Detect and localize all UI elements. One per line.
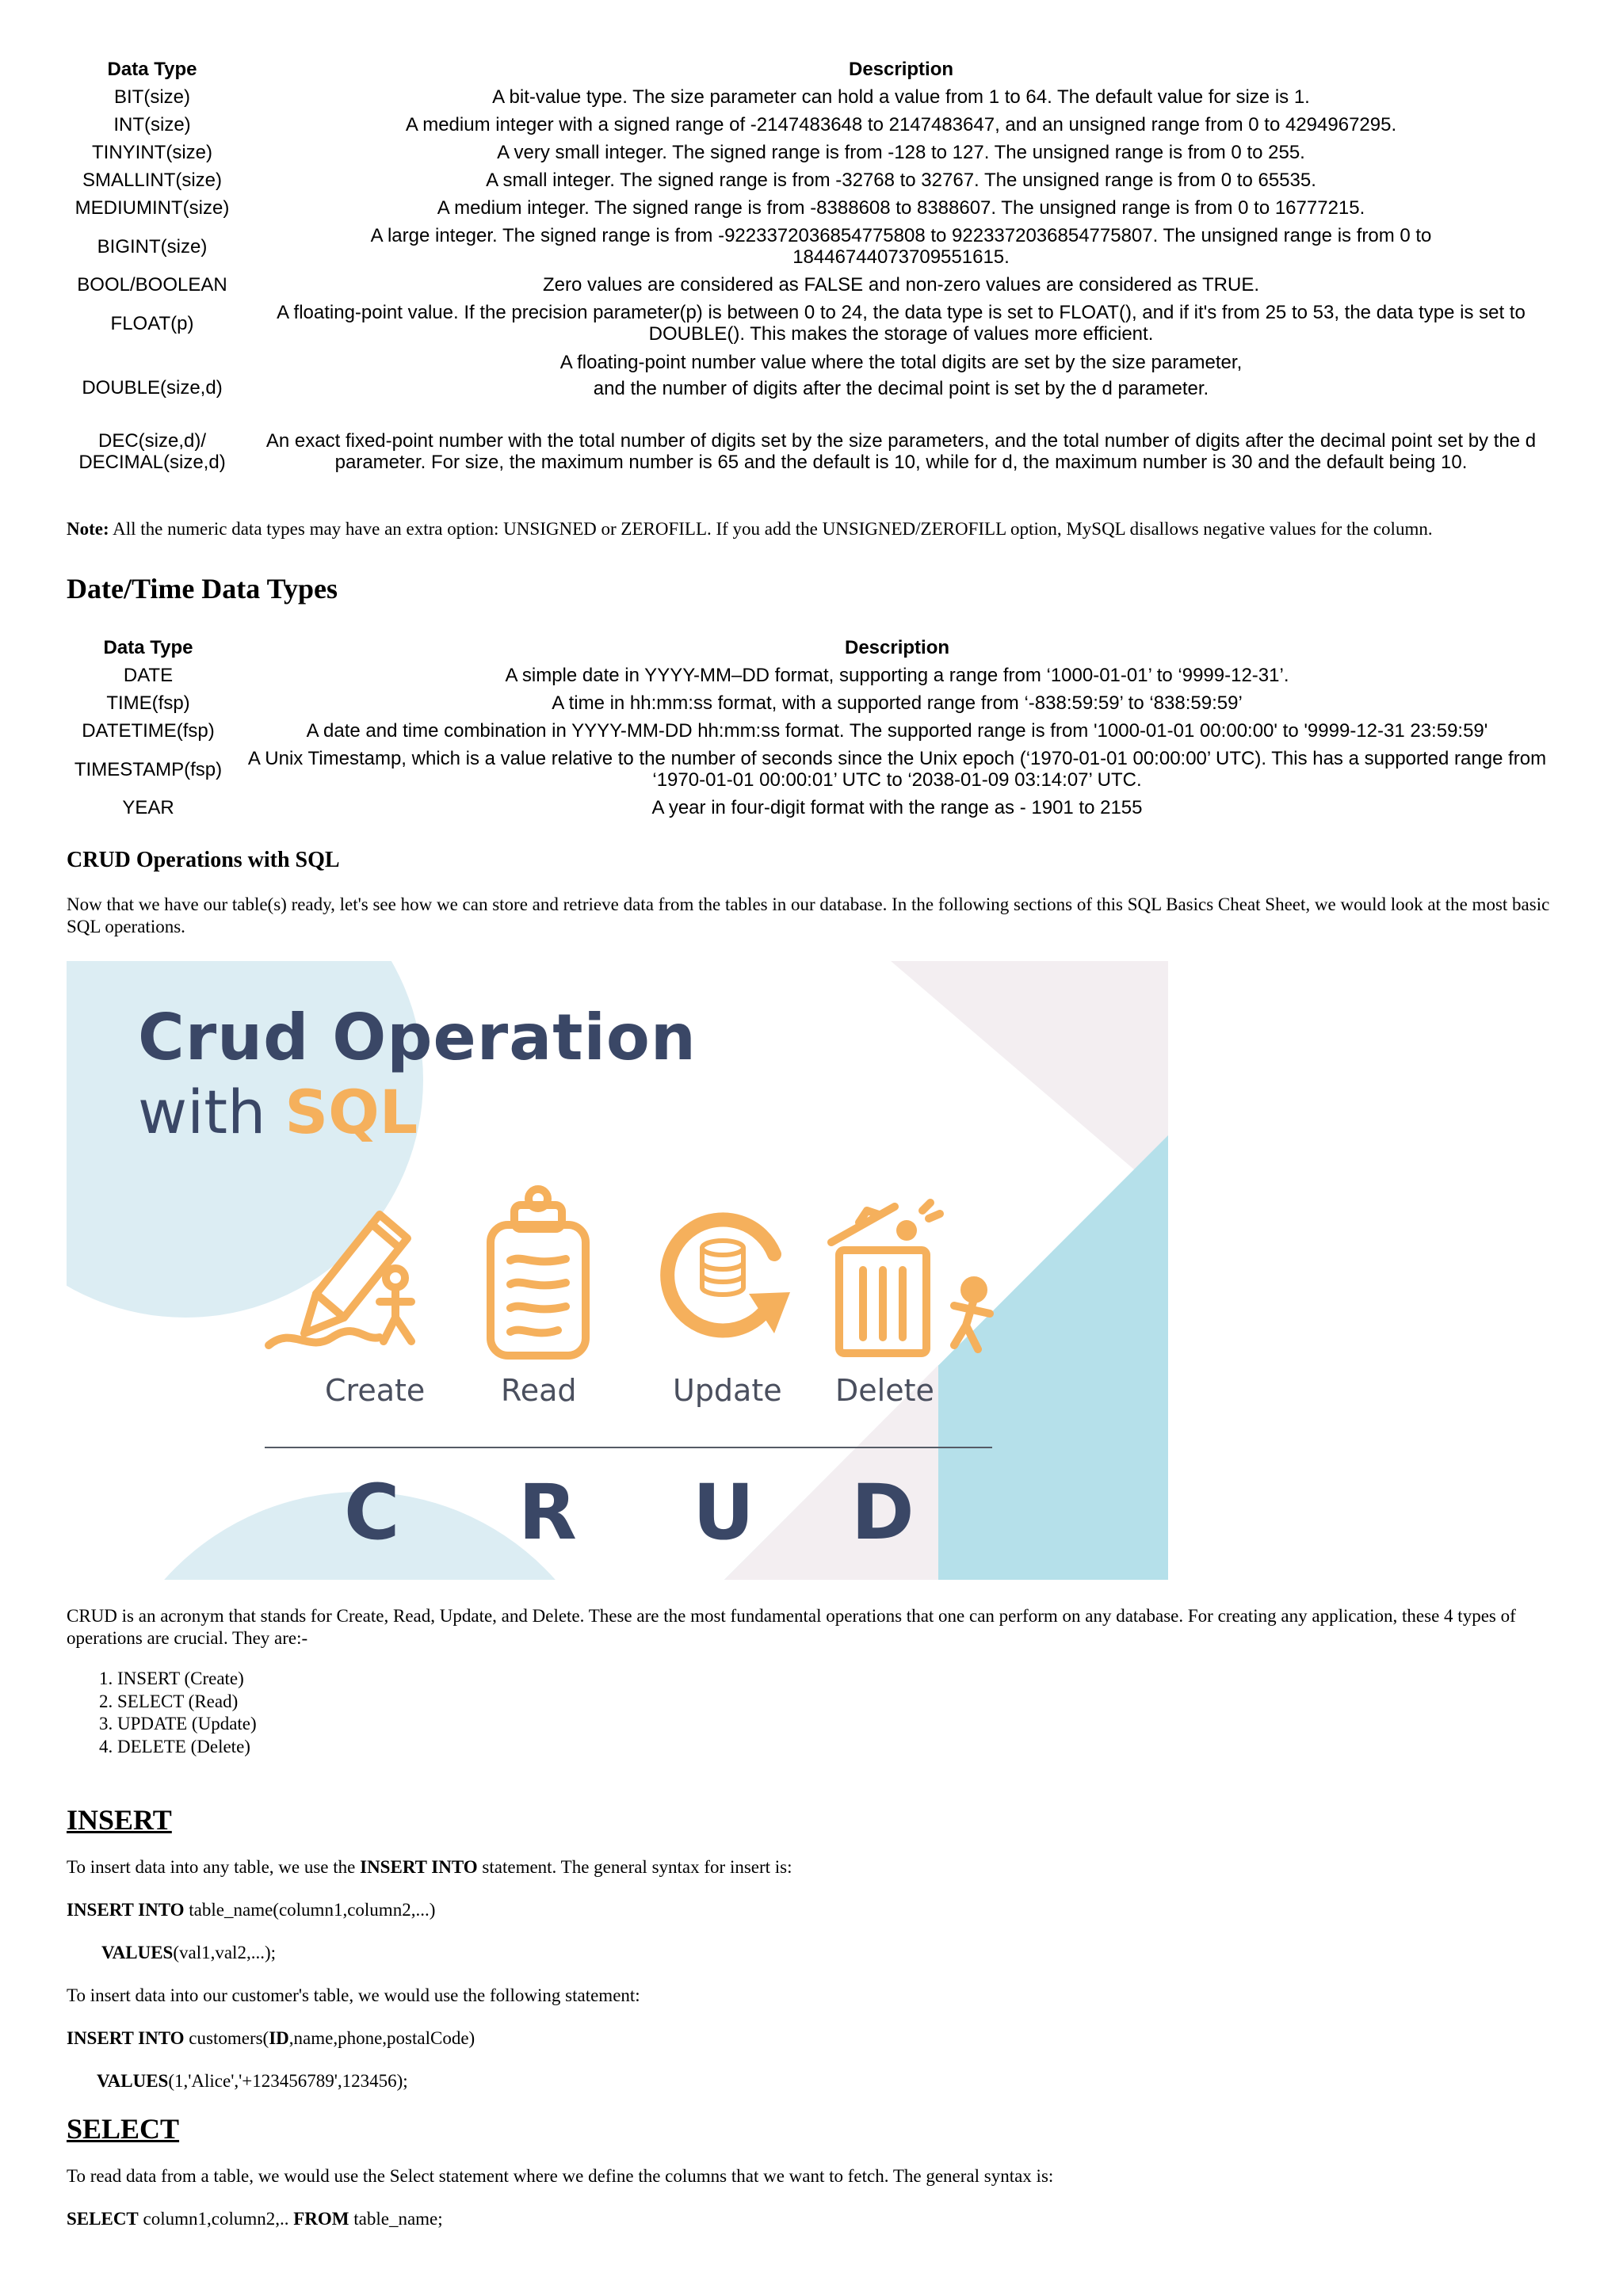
banner-subtitle-sql: SQL — [285, 1077, 418, 1147]
table-row — [67, 222, 1564, 271]
insert-heading: INSERT — [67, 1804, 172, 1836]
code-text: customers( — [184, 2028, 269, 2048]
table-header-row — [67, 55, 1564, 83]
description-cell: Zero values are considered as FALSE and non-zero values are considered as TRUE. — [542, 274, 1260, 296]
datetime-heading: Date/Time Data Types — [67, 573, 338, 605]
data-type-cell: MEDIUMINT(size) — [74, 197, 230, 219]
data-type-cell: DATE — [123, 665, 174, 686]
table-row — [67, 717, 1564, 745]
data-type-cell: INT(size) — [113, 114, 191, 135]
description-line-1: A floating-point number value where the total digits are set by the size parameter, — [559, 352, 1243, 373]
code-text: table_name; — [349, 2209, 443, 2229]
numeric-data-types-table — [67, 55, 1564, 475]
keyword: INSERT INTO — [67, 2028, 185, 2048]
banner-label-delete: Delete — [835, 1373, 934, 1408]
description-cell: A time in hh:mm:ss format, with a supported range from ‘-838:59:59’ to ‘838:59:59’ — [552, 692, 1243, 714]
table-row — [67, 689, 1564, 717]
insert-syntax-line-1 — [67, 1899, 435, 1921]
column-header-description: Description — [844, 636, 950, 658]
data-type-cell — [67, 403, 238, 475]
clipboard-icon — [479, 1181, 598, 1363]
description-cell: A very small integer. The signed range is from -128 to 127. The unsigned range is from 0 to 255. — [497, 142, 1305, 163]
insert-syntax-line-2 — [101, 1942, 276, 1964]
note-text: All the numeric data types may have an extra option: UNSIGNED or ZEROFILL. If you add the UNSIGNED/ZEROFILL option, MySQL disallows negative values for the column. — [109, 519, 1433, 539]
data-type-cell: TIMESTAMP(fsp) — [74, 758, 223, 780]
table-header-row — [67, 634, 1564, 662]
table-row — [67, 299, 1564, 348]
description-cell: A date and time combination in YYYY-MM-DD hh:mm:ss format. The supported range is from '1000-01-01 00:00:00' to '9999-12-31 23:59:59' — [306, 720, 1488, 742]
crud-intro-paragraph: Now that we have our table(s) ready, let's see how we can store and retrieve data from the tables in our database. In the following sections of this SQL Basics Cheat Sheet, we would look at the most basic SQL operations. — [67, 894, 1550, 936]
description-cell: An exact fixed-point number with the total number of digits set by the size parameters, and the total number of digits after the decimal point set by the d parameter. For size, the maximum number is 65 and the default is 10, while for d, the maximum number is 30 and the default being 10. — [265, 430, 1537, 473]
table-row — [67, 194, 1564, 222]
data-type-cell: TIME(fsp) — [106, 692, 190, 714]
table-row — [67, 139, 1564, 166]
data-type-cell: DATETIME(fsp) — [82, 720, 215, 742]
table-row — [67, 271, 1564, 299]
insert-intro — [67, 1856, 1564, 1878]
table-row — [67, 166, 1564, 194]
data-type-cell: BIGINT(size) — [97, 235, 208, 257]
keyword: FROM — [293, 2209, 349, 2229]
data-type-cell: SMALLINT(size) — [82, 170, 223, 191]
banner-subtitle-with: with — [138, 1077, 285, 1147]
table-row — [67, 83, 1564, 111]
datetime-data-types-table — [67, 634, 1564, 822]
table-row — [67, 662, 1564, 689]
banner-letter-u: U — [693, 1468, 754, 1557]
table-row — [67, 348, 1564, 403]
select-heading: SELECT — [67, 2113, 180, 2145]
insert-intro-post: statement. The general syntax for insert is: — [477, 1857, 792, 1877]
list-item: 3. UPDATE (Update) — [117, 1713, 257, 1736]
data-type-line-2: DECIMAL(size,d) — [78, 452, 226, 473]
insert-example-line-2 — [97, 2070, 408, 2092]
description-text: A large integer. The signed range is from -9223372036854775808 to 9223372036854775807. The unsigned range is from 0 to 18446744073709551615. — [370, 225, 1432, 268]
keyword: ID — [269, 2028, 289, 2048]
data-type-cell: YEAR — [122, 797, 174, 818]
table-row — [67, 794, 1564, 822]
select-intro: To read data from a table, we would use the Select statement where we define the columns that we want to fetch. The general syntax is: — [67, 2166, 1054, 2186]
description-cell — [238, 222, 1564, 271]
trash-icon — [804, 1187, 1002, 1369]
list-item: 4. DELETE (Delete) — [117, 1736, 257, 1759]
table-row — [67, 745, 1564, 794]
table-row — [67, 111, 1564, 139]
code-text: (val1,val2,...); — [173, 1943, 276, 1962]
pencil-icon — [261, 1191, 443, 1373]
code-text: ,name,phone,postalCode) — [288, 2028, 475, 2048]
description-cell: A simple date in YYYY-MM–DD format, supporting a range from ‘1000-01-01’ to ‘9999-12-31’. — [505, 665, 1289, 686]
description-cell: A small integer. The signed range is from -32768 to 32767. The unsigned range is from 0 to 65535. — [486, 170, 1316, 191]
description-cell: A bit-value type. The size parameter can hold a value from 1 to 64. The default value for size is 1. — [492, 86, 1310, 108]
banner-letter-d: D — [851, 1468, 915, 1557]
crud-explanation: CRUD is an acronym that stands for Create, Read, Update, and Delete. These are the most fundamental operations that one can perform on any database. For creating any application, these 4 types of operations are crucial. They are:- — [67, 1606, 1516, 1648]
keyword: SELECT — [67, 2209, 139, 2229]
column-header-data-type: Data Type — [107, 58, 197, 80]
keyword: VALUES — [97, 2071, 169, 2091]
banner-label-read: Read — [501, 1373, 577, 1408]
banner-label-update: Update — [673, 1373, 782, 1408]
insert-intro-keyword: INSERT INTO — [360, 1857, 478, 1877]
list-item: 1. INSERT (Create) — [117, 1668, 257, 1691]
insert-example-intro: To insert data into our customer's table, we would use the following statement: — [67, 1985, 640, 2005]
data-type-cell: DOUBLE(size,d) — [82, 377, 223, 399]
data-type-cell: BOOL/BOOLEAN — [77, 274, 227, 296]
description-cell: A medium integer with a signed range of -2147483648 to 2147483647, and an unsigned range from 0 to 4294967295. — [405, 114, 1397, 135]
description-cell: A floating-point value. If the precision parameter(p) is between 0 to 24, the data type is set to FLOAT(), and if it's from 25 to 53, the data type is set to DOUBLE(). This makes the storage of values more efficient. — [277, 302, 1526, 345]
banner-divider — [265, 1447, 992, 1448]
column-header-description: Description — [848, 58, 954, 80]
keyword: VALUES — [101, 1943, 174, 1962]
description-cell: A Unix Timestamp, which is a value relative to the number of seconds since the Unix epoch (‘1970-01-01 00:00:00’ UTC). This has a supported range from ‘1970-01-01 00:00:01’ UTC to ‘2038-01-09 03:14:07’ UTC. — [247, 748, 1547, 791]
table-row — [67, 403, 1564, 475]
crud-banner-image — [67, 961, 1168, 1580]
description-cell — [238, 348, 1564, 403]
description-cell: A medium integer. The signed range is from -8388608 to 8388607. The unsigned range is from 0 to 16777215. — [437, 197, 1365, 219]
code-text: table_name(column1,column2,...) — [184, 1900, 436, 1920]
banner-label-create: Create — [325, 1373, 426, 1408]
data-type-line-1: DEC(size,d)/ — [97, 430, 207, 452]
list-item: 2. SELECT (Read) — [117, 1691, 257, 1714]
operations-list — [67, 1668, 257, 1758]
keyword: INSERT INTO — [67, 1900, 185, 1920]
crud-heading: CRUD Operations with SQL — [67, 848, 340, 872]
data-type-cell: BIT(size) — [114, 86, 190, 108]
description-line-2: and the number of digits after the decimal point is set by the d parameter. — [593, 378, 1209, 399]
banner-letter-r: R — [518, 1468, 577, 1557]
numeric-note — [67, 518, 1564, 540]
data-type-cell: FLOAT(p) — [110, 312, 194, 334]
code-text: (1,'Alice','+123456789',123456); — [168, 2071, 408, 2091]
description-cell: A year in four-digit format with the range as - 1901 to 2155 — [651, 797, 1143, 818]
note-label: Note: — [67, 519, 109, 539]
refresh-icon — [655, 1199, 798, 1349]
code-text: column1,column2,.. — [138, 2209, 294, 2229]
banner-subtitle — [138, 1077, 418, 1147]
column-header-data-type: Data Type — [103, 636, 193, 658]
data-type-cell: TINYINT(size) — [92, 142, 212, 163]
select-syntax-line — [67, 2208, 443, 2230]
banner-title: Crud Operation — [138, 1001, 697, 1074]
insert-example-line-1 — [67, 2027, 475, 2050]
banner-letter-c: C — [344, 1468, 400, 1557]
insert-intro-pre: To insert data into any table, we use the — [67, 1857, 361, 1877]
